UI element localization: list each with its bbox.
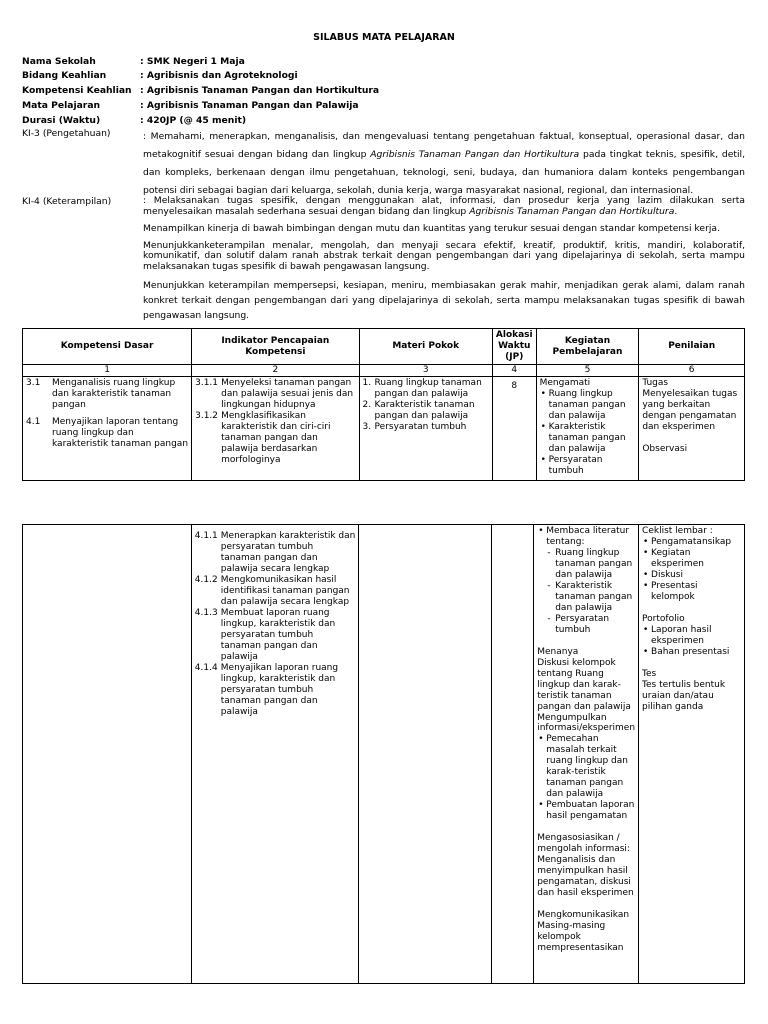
penilaian-cell: Tugas Menyelesaikan tugas yang berkaitan dengan pengamatan dan eksperimen Observasi: [639, 376, 745, 480]
kegiatan-cell-continued: • Membaca literatur tentang: - Ruang lingkup tanaman pangan dan palawija - Karakteristik tanaman pangan dan palawija - Persyaratan tumbuh Menanya Diskusi kelompok tentang Ruang lingkup dan karak-teristik tanaman pangan dan palawija Mengumpulkan informasi/eksperimen • Pemecahan masalah terkait ruang lingkup dan karak-teristik tanaman pangan dan palawija • Pembuatan laporan hasil pengamatan Mengasosiasikan / mengolah informasi: Menganalisis dan menyimpulkan hasil pengamatan, diskusi dan hasil eksperimen Mengkomunikasikan Masing-masing kelompok mempresentasikan: [534, 525, 639, 984]
kegiatan-cell: Mengamati • Ruang lingkup tanaman pangan dan palawija • Karakteristik tanaman pangan dan palawija • Persyaratan tumbuh: [536, 376, 639, 480]
ipk-cell: 3.1.1 Menyeleksi tanaman pangan dan palawija sesuai jenis dan lingkungan hidupnya 3.1.2 Mengklasifikasikan karakteristik dan ciri-ciri tanaman pangan dan palawija berdasarkan morfologinya: [192, 376, 359, 480]
jp-cell: 8: [492, 376, 536, 480]
kd-cell-continued: [23, 525, 192, 984]
materi-cell: 1. Ruang lingkup tanaman pangan dan palawija 2. Karakteristik tanaman pangan dan palawija 3. Persyaratan tumbuh: [359, 376, 492, 480]
header-materi: Materi Pokok: [359, 329, 492, 365]
table-row: [23, 525, 745, 984]
header-kegiatan: Kegiatan Pembelajaran: [536, 329, 639, 365]
jp-cell-continued: [492, 525, 534, 984]
ki4-paragraph-4: Menunjukkan keterampilan mempersepsi, kesiapan, meniru, membiasakan gerak mahir, menjadikan gerak alami, dalam ranah konkret terkait dengan pengembangan dari yang dipelajarinya di sekolah, serta mampu melaksanakan tugas spesifik di bawah pengawasan langsung.: [143, 280, 745, 321]
ki4-paragraph-3: Menunjukkanketerampilan menalar, mengolah, dan menyaji secara efektif, kreatif, produktif, kritis, mandiri, kolaboratif, komunikatif, dan solutif dalam ranah abstrak terkait dengan pengembangan dari yang dipelajarinya di sekolah, serta mampu melaksanakan tugas spesifik di bawah pengawasan langsung.: [143, 239, 745, 273]
ki3-text: : Memahami, menerapkan, menganalisis, dan mengevaluasi tentang pengetahuan faktual, konseptual, operasional dasar, dan metakognitif sesuai dengan bidang dan lingkup Agribisnis Tanaman Pangan dan Hortikultura pada tingkat teknis, spesifik, detil, dan kompleks, berkenaan dengan ilmu pengetahuan, teknologi, seni, budaya, dan humaniora dalam konteks pengembangan potensi diri sebagai bagian dari keluarga, sekolah, dunia kerja, warga masyarakat nasional, regional, dan internasional.: [143, 131, 745, 196]
ki3-label: KI-3 (Pengetahuan): [22, 128, 111, 139]
header-ipk: Indikator Pencapaian Kompetensi: [192, 329, 359, 365]
ki4-label: KI-4 (Keterampilan): [22, 196, 112, 207]
ki4-paragraph-2: Menampilkan kinerja di bawah bimbingan dengan mutu dan kuantitas yang terukur sesuai dengan standar kompetensi kerja.: [143, 222, 720, 234]
ipk-cell-continued: 4.1.1 Menerapkan karakteristik dan persyaratan tumbuh tanaman pangan dan palawija secara lengkap 4.1.2 Mengkomunikasikan hasil identifikasi tanaman pangan dan palawija secara lengkap 4.1.3 Membuat laporan ruang lingkup, karakteristik dan persyaratan tumbuh tanaman pangan dan palawija 4.1.4 Menyajikan laporan ruang lingkup, karakteristik dan persyaratan tumbuh tanaman pangan dan palawija: [191, 525, 359, 984]
syllabus-page: SILABUS MATA PELAJARAN Nama Sekolah : SMK Negeri 1 Maja Bidang Keahlian : Agribisnis dan Agroteknologi Kompetensi Keahlian : Agribisnis Tanaman Pangan dan Hortikultura Mata Pelajaran : Agribisnis Tanaman Pangan dan Palawija Durasi (Waktu) : 420JP (@ 45 menit) KI-3 (Pengetahuan) : Memahami, menerapkan, menganalisis, dan mengevaluasi tentang pengetahuan faktual, konseptual, operasional dasar, dan metakognitif sesuai dengan bidang dan lingkup Agribisnis Tanaman Pangan dan Hortikultura pada tingkat teknis, spesifik, detil, dan kompleks, berkenaan dengan ilmu pengetahuan, teknologi, seni, budaya, dan humaniora dalam konteks pengembangan potensi diri sebagai bagian dari keluarga, sekolah, dunia kerja, warga masyarakat nasional, regional, dan internasional. KI-4 (Keterampilan) : Melaksanakan tugas spesifik, dengan menggunakan alat, informasi, dan prosedur kerja yang lazim dilakukan serta menyelesaikan masalah sederhana sesuai dengan bidang dan lingkup Agribisnis Tanaman Pangan dan Hortikultura. Menampilkan kinerja di bawah bimbingan dengan mutu dan kuantitas yang terukur sesuai dengan standar kompetensi kerja. Menunjukkanketerampilan menalar, mengolah, dan menyaji secara efektif, kreatif, produktif, kritis, mandiri, kolaboratif, komunikatif, dan solutif dalam ranah abstrak terkait dengan pengembangan dari yang dipelajarinya di sekolah, serta mampu melaksanakan tugas spesifik di bawah pengawasan langsung. Menunjukkan keterampilan mempersepsi, kesiapan, meniru, membiasakan gerak mahir, menjadikan gerak alami, dalam ranah konkret terkait dengan pengembangan dari yang dipelajarinya di sekolah, serta mampu melaksanakan tugas spesifik di bawah pengawasan langsung. Kompetensi Dasar Indikator Pencapaian Kompetensi Materi Pokok Alokasi Waktu (JP) Kegiatan Pembelajaran Penilaian 1 2 3 4 5 6 3.1 Menganalisis ruang lingkup dan karakteristik tanaman pangan 4.1 Menyajikan laporan tentang ruang lingkup dan karakteristik tanaman pangan 3.1.1 Menyeleksi tanaman pangan dan palawija sesuai jenis dan lingkungan hidupnya 3.1.2 Mengklasifikasikan karakteristik dan ciri-ciri tanaman pangan dan palawija berdasarkan morfologinya 1. Ruang lingkup tanaman pangan dan palawija 2. Karakteristik tanaman pangan dan palawija 3. Persyaratan tumbuh 8 Mengamati • Ruang lingkup tanaman pangan dan palawija • Karakteristik tanaman pangan dan palawija • Persyaratan tumbuh Tugas Menyelesaikan tugas yang berkaitan dengan pengamatan dan eksperimen Observasi 4.1.1 Menerapkan karakteristik dan persyaratan tumbuh tanaman pangan dan palawija secara lengkap 4.1.2 Mengkomunikasikan hasil identifikasi tanaman pangan dan palawija secara lengkap 4.1.3 Membuat laporan ruang lingkup, karakteristik dan persyaratan tumbuh tanaman pangan dan palawija 4.1.4 Menyajikan laporan ruang lingkup, karakteristik dan persyaratan tumbuh tanaman pangan dan palawija • Membaca literatur tentang: - Ruang lingkup tanaman pangan dan palawija - Karakteristik tanaman pangan dan palawija - Persyaratan tumbuh Menanya Diskusi kelompok tentang Ruang lingkup dan karak-teristik tanaman pangan dan palawija Mengumpulkan informasi/eksperimen • Pemecahan masalah terkait ruang lingkup dan karak-teristik tanaman pangan dan palawija • Pembuatan laporan hasil pengamatan Mengasosiasikan / mengolah informasi: Menganalisis dan menyimpulkan hasil pengamatan, diskusi dan hasil eksperimen Mengkomunikasikan Masing-masing kelompok mempresentasikan Ceklist lembar : • Pengamatansikap • Kegiatan eksperimen • Diskusi • Presentasi kelompok Portofolio • Laporan hasil eksperimen • Bahan presentasi Tes Tes tertulis bentuk uraian dan/atau pilihan ganda: [0, 0, 768, 1024]
document-title: SILABUS MATA PELAJARAN: [313, 32, 455, 43]
header-alokasi: Alokasi Waktu (JP): [492, 329, 536, 365]
table-header-row: [23, 329, 745, 365]
kd-cell: 3.1 Menganalisis ruang lingkup dan karakteristik tanaman pangan 4.1 Menyajikan laporan tentang ruang lingkup dan karakteristik tanaman pangan: [23, 376, 192, 480]
syllabus-table-continued: [22, 524, 745, 984]
ki4-paragraph-1: : Melaksanakan tugas spesifik, dengan menggunakan alat, informasi, dan prosedur kerja yang lazim dilakukan serta menyelesaikan masalah sederhana sesuai dengan bidang dan lingkup Agribisnis Tanaman Pangan dan Hortikultura.: [143, 195, 745, 217]
materi-cell-continued: [359, 525, 492, 984]
table-number-row: 1 2 3 4 5 6: [23, 365, 745, 377]
header-penilaian: Penilaian: [639, 329, 745, 365]
header-kd: Kompetensi Dasar: [23, 329, 192, 365]
syllabus-table: [22, 328, 745, 481]
table-row: [23, 376, 745, 480]
penilaian-cell-continued: Ceklist lembar : • Pengamatansikap • Kegiatan eksperimen • Diskusi • Presentasi kelompok Portofolio • Laporan hasil eksperimen • Bahan presentasi Tes Tes tertulis bentuk uraian dan/atau pilihan ganda: [639, 525, 745, 984]
ki4-text: [143, 196, 745, 329]
